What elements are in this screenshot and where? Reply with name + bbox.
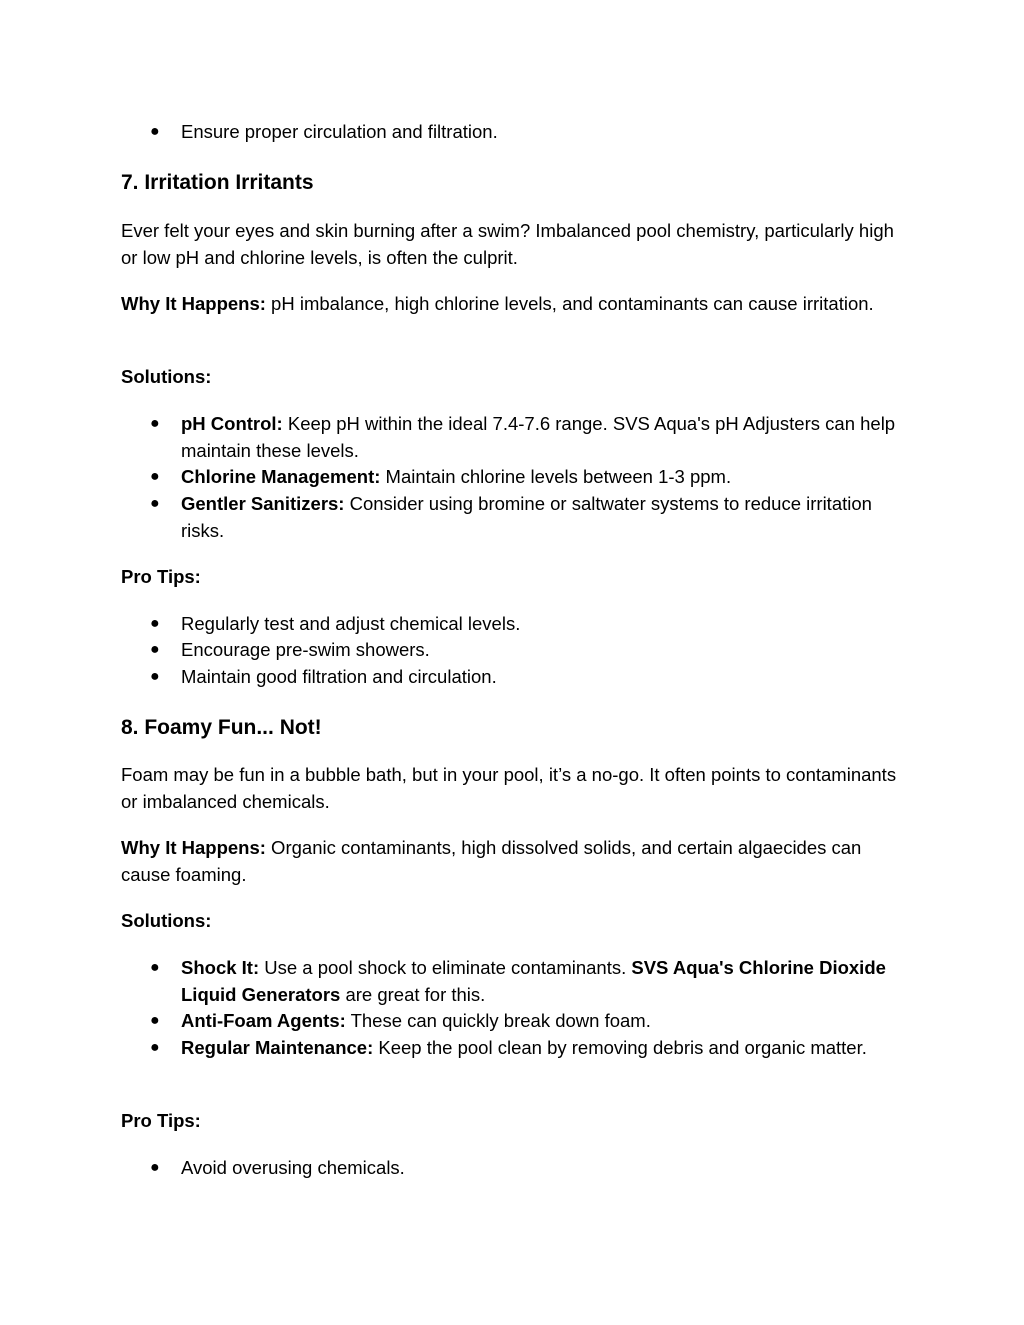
list-item: [150, 955, 901, 1008]
list-item: [150, 1155, 901, 1182]
item-title: Shock It:: [181, 957, 260, 978]
product-name: SVS Aqua's Chlorine Dioxide Liquid Generators: [181, 957, 886, 1005]
solutions-label: Solutions:: [121, 910, 212, 931]
list-item: [150, 411, 901, 464]
bullet-icon: ●: [150, 1039, 160, 1056]
list-item: [150, 1008, 901, 1035]
list-item: [150, 637, 901, 664]
bullet-icon: ●: [150, 1159, 160, 1176]
why-text: Organic contaminants, high dissolved solids, and certain algaecides can cause foaming.: [121, 837, 862, 885]
list-item-text: Regularly test and adjust chemical levels.: [181, 613, 521, 634]
item-text: Keep pH within the ideal 7.4-7.6 range. SVS Aqua's pH Adjusters can help maintain these levels.: [181, 413, 896, 461]
bullet-icon: ●: [150, 1012, 160, 1029]
solutions-label: Solutions:: [121, 366, 212, 387]
list-item: [150, 1035, 901, 1062]
bullet-icon: ●: [150, 615, 160, 632]
pro-tips-label: Pro Tips:: [121, 566, 201, 587]
why-label: Why It Happens:: [121, 293, 266, 314]
pro-tips-label: Pro Tips:: [121, 1110, 201, 1131]
section-intro: Ever felt your eyes and skin burning after a swim? Imbalanced pool chemistry, particularly high or low pH and chlorine levels, is often the culprit.: [121, 220, 894, 268]
list-item-text: Ensure proper circulation and filtration.: [181, 121, 498, 142]
why-paragraph: [121, 291, 901, 318]
item-text: Use a pool shock to eliminate contaminants.: [259, 957, 632, 978]
bullet-icon: ●: [150, 495, 160, 512]
bullet-icon: ●: [150, 123, 160, 140]
item-title: Gentler Sanitizers:: [181, 493, 345, 514]
list-item: [150, 611, 901, 638]
list-item: [150, 664, 901, 691]
section-heading: 7. Irritation Irritants: [121, 171, 314, 194]
item-title: pH Control:: [181, 413, 283, 434]
item-title: Chlorine Management:: [181, 466, 381, 487]
item-text: Consider using bromine or saltwater systems to reduce irritation risks.: [181, 493, 872, 541]
list-item-text: Encourage pre-swim showers.: [181, 639, 430, 660]
bullet-icon: ●: [150, 959, 160, 976]
why-label: Why It Happens:: [121, 837, 266, 858]
bullet-icon: ●: [150, 668, 160, 685]
bullet-icon: ●: [150, 468, 160, 485]
item-text: Maintain chlorine levels between 1-3 ppm.: [380, 466, 732, 487]
item-text: These can quickly break down foam.: [345, 1010, 651, 1031]
section-heading: 8. Foamy Fun... Not!: [121, 716, 322, 739]
list-item: [150, 119, 901, 146]
item-title: Regular Maintenance:: [181, 1037, 374, 1058]
item-text: are great for this.: [340, 983, 486, 1005]
why-paragraph: [121, 835, 901, 888]
list-item: [150, 491, 901, 544]
bullet-icon: ●: [150, 641, 160, 658]
item-title: Anti-Foam Agents:: [181, 1010, 346, 1031]
list-item: [150, 464, 901, 491]
list-item-text: Maintain good filtration and circulation.: [181, 666, 497, 687]
section-intro: Foam may be fun in a bubble bath, but in your pool, it’s a no-go. It often points to contaminants or imbalanced chemicals.: [121, 764, 897, 812]
item-text: Keep the pool clean by removing debris and organic matter.: [373, 1037, 867, 1058]
bullet-icon: ●: [150, 415, 160, 432]
why-text: pH imbalance, high chlorine levels, and contaminants can cause irritation.: [265, 293, 874, 314]
list-item-text: Avoid overusing chemicals.: [181, 1157, 405, 1178]
